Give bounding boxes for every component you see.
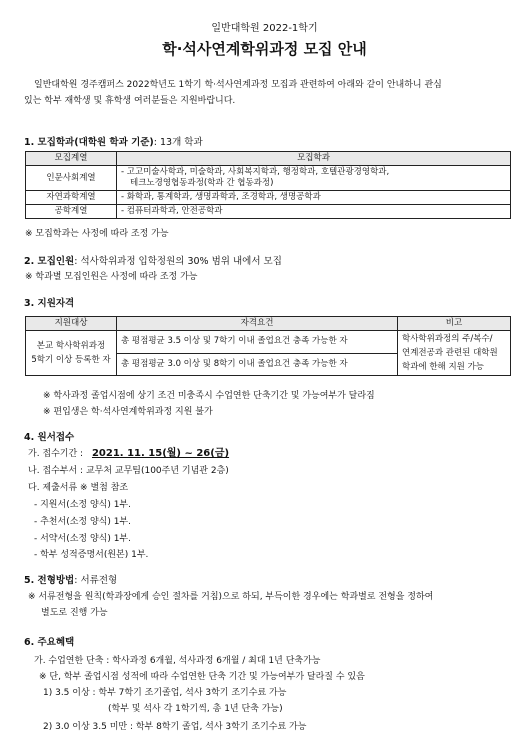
table-row xyxy=(26,166,511,191)
page-title: 학·석사연계학위과정 모집 안내 xyxy=(162,40,367,58)
cell-dept xyxy=(117,166,511,191)
target-line: 본교 학사학위과정 xyxy=(36,341,106,351)
section-2-note: ※ 학과별 모집인원은 사정에 따라 조정 가능 xyxy=(25,272,198,282)
section-1-title xyxy=(24,137,203,149)
section-2-desc: : 석사학위과정 입학정원의 30% 범위 내에서 모집 xyxy=(74,256,282,267)
intro-line-1: 일반대학원 경주캠퍼스 2022학년도 1학기 학·석사연계과정 모집과 관련하여 아래와 같이 안내하니 관심 xyxy=(34,80,442,90)
period-label: 가. 접수기간 : xyxy=(28,449,84,459)
page-subtitle: 일반대학원 2022-1학기 xyxy=(211,23,318,34)
benefit-line: 1) 3.5 이상 : 학부 7학기 조기졸업, 석사 3학기 조기수료 가능 xyxy=(43,688,287,698)
section-5-heading: 5. 전형방법 xyxy=(24,575,75,586)
cell-field: 자연과학계열 xyxy=(26,191,117,205)
table-row xyxy=(26,191,511,205)
section-2-heading: 2. 모집인원 xyxy=(24,256,75,267)
period-value: 2021. 11. 15(월) ~ 26(금) xyxy=(91,448,230,459)
doc-item: - 추천서(소정 양식) 1부. xyxy=(34,517,131,527)
section-3-note-1: ※ 학사과정 졸업시점에 상기 조건 미충족시 수업연한 단축기간 및 가능여부가 달라짐 xyxy=(43,391,375,401)
intro-line-2: 있는 학부 재학생 및 휴학생 여러분들은 지원바랍니다. xyxy=(24,96,236,106)
cell-field: 공학계열 xyxy=(26,205,117,219)
remark-line: 연계전공과 관련된 대학원 xyxy=(402,348,498,358)
cell-target xyxy=(26,331,117,376)
table-row xyxy=(26,331,511,354)
section-3-title: 3. 지원자격 xyxy=(24,298,75,309)
cell-requirement: 총 평점평균 3.0 이상 및 8학기 이내 졸업요건 충족 가능한 자 xyxy=(117,353,398,376)
remark-line: 학과에 한해 지원 가능 xyxy=(402,362,485,372)
place-line: 나. 접수부서 : 교무처 교무팀(100주년 기념관 2층) xyxy=(28,466,229,476)
cell-field: 인문사회계열 xyxy=(26,166,117,191)
section-4-title: 4. 원서접수 xyxy=(24,432,75,443)
section-5-title xyxy=(24,575,117,587)
benefit-line: 2) 3.0 이상 3.5 미만 : 학부 8학기 졸업, 석사 3학기 조기수료 가능 xyxy=(43,722,307,732)
dept-line: - 고고미술사학과, 미술학과, 사회복지학과, 행정학과, 호텔관광경영학과, xyxy=(121,167,390,177)
benefit-note: ※ 단, 학부 졸업시점 성적에 따라 수업연한 단축 기간 및 가능여부가 달라질 수 있음 xyxy=(39,672,365,682)
doc-item: - 지원서(소정 양식) 1부. xyxy=(34,500,131,510)
section-2-title xyxy=(24,256,282,268)
section-1-note: ※ 모집학과는 사정에 따라 조정 가능 xyxy=(25,229,169,239)
th-target: 지원대상 xyxy=(26,317,117,331)
section-6-title: 6. 주요혜택 xyxy=(24,637,75,648)
section-1-heading: 1. 모집학과(대학원 학과 기준) xyxy=(24,137,154,148)
th-requirement: 자격요건 xyxy=(117,317,398,331)
remark-line: 학사학위과정의 주/복수/ xyxy=(402,334,493,344)
period-line xyxy=(28,448,229,460)
cell-dept: - 화학과, 통계학과, 생명과학과, 조경학과, 생명공학과 xyxy=(117,191,511,205)
th-remark: 비고 xyxy=(398,317,511,331)
recruit-dept-table xyxy=(25,151,511,219)
eligibility-table xyxy=(25,316,511,376)
benefit-line: (학부 및 석사 각 1학기씩, 총 1년 단축 가능) xyxy=(108,704,283,714)
docs-title: 다. 제출서류 ※ 별첨 참조 xyxy=(28,483,129,493)
th-dept: 모집학과 xyxy=(117,152,511,166)
table-row xyxy=(26,205,511,219)
cell-requirement: 총 평점평균 3.5 이상 및 7학기 이내 졸업요건 충족 가능한 자 xyxy=(117,331,398,354)
section-5-note-2: 별도로 진행 가능 xyxy=(41,608,108,618)
section-5-note-1: ※ 서류전형을 원칙(학과장에게 승인 절차를 거침)으로 하되, 부득이한 경우에는 학과별로 전형을 정하여 xyxy=(28,592,434,602)
dept-line: 테크노경영협동과정(학과 간 협동과정) xyxy=(130,178,274,188)
th-field: 모집계열 xyxy=(26,152,117,166)
section-3-note-2: ※ 편입생은 학·석사연계학위과정 지원 불가 xyxy=(43,407,213,417)
section-5-desc: : 서류전형 xyxy=(74,575,118,586)
doc-item: - 학부 성적증명서(원본) 1부. xyxy=(34,550,149,560)
target-line: 5학기 이상 등록한 자 xyxy=(31,355,111,365)
cell-dept: - 컴퓨터과학과, 안전공학과 xyxy=(117,205,511,219)
cell-remark xyxy=(398,331,511,376)
section-1-count: : 13개 학과 xyxy=(153,137,203,148)
benefit-line: 가. 수업연한 단축 : 학사과정 6개월, 석사과정 6개월 / 최대 1년 단축가능 xyxy=(34,656,321,666)
doc-item: - 서약서(소정 양식) 1부. xyxy=(34,534,131,544)
